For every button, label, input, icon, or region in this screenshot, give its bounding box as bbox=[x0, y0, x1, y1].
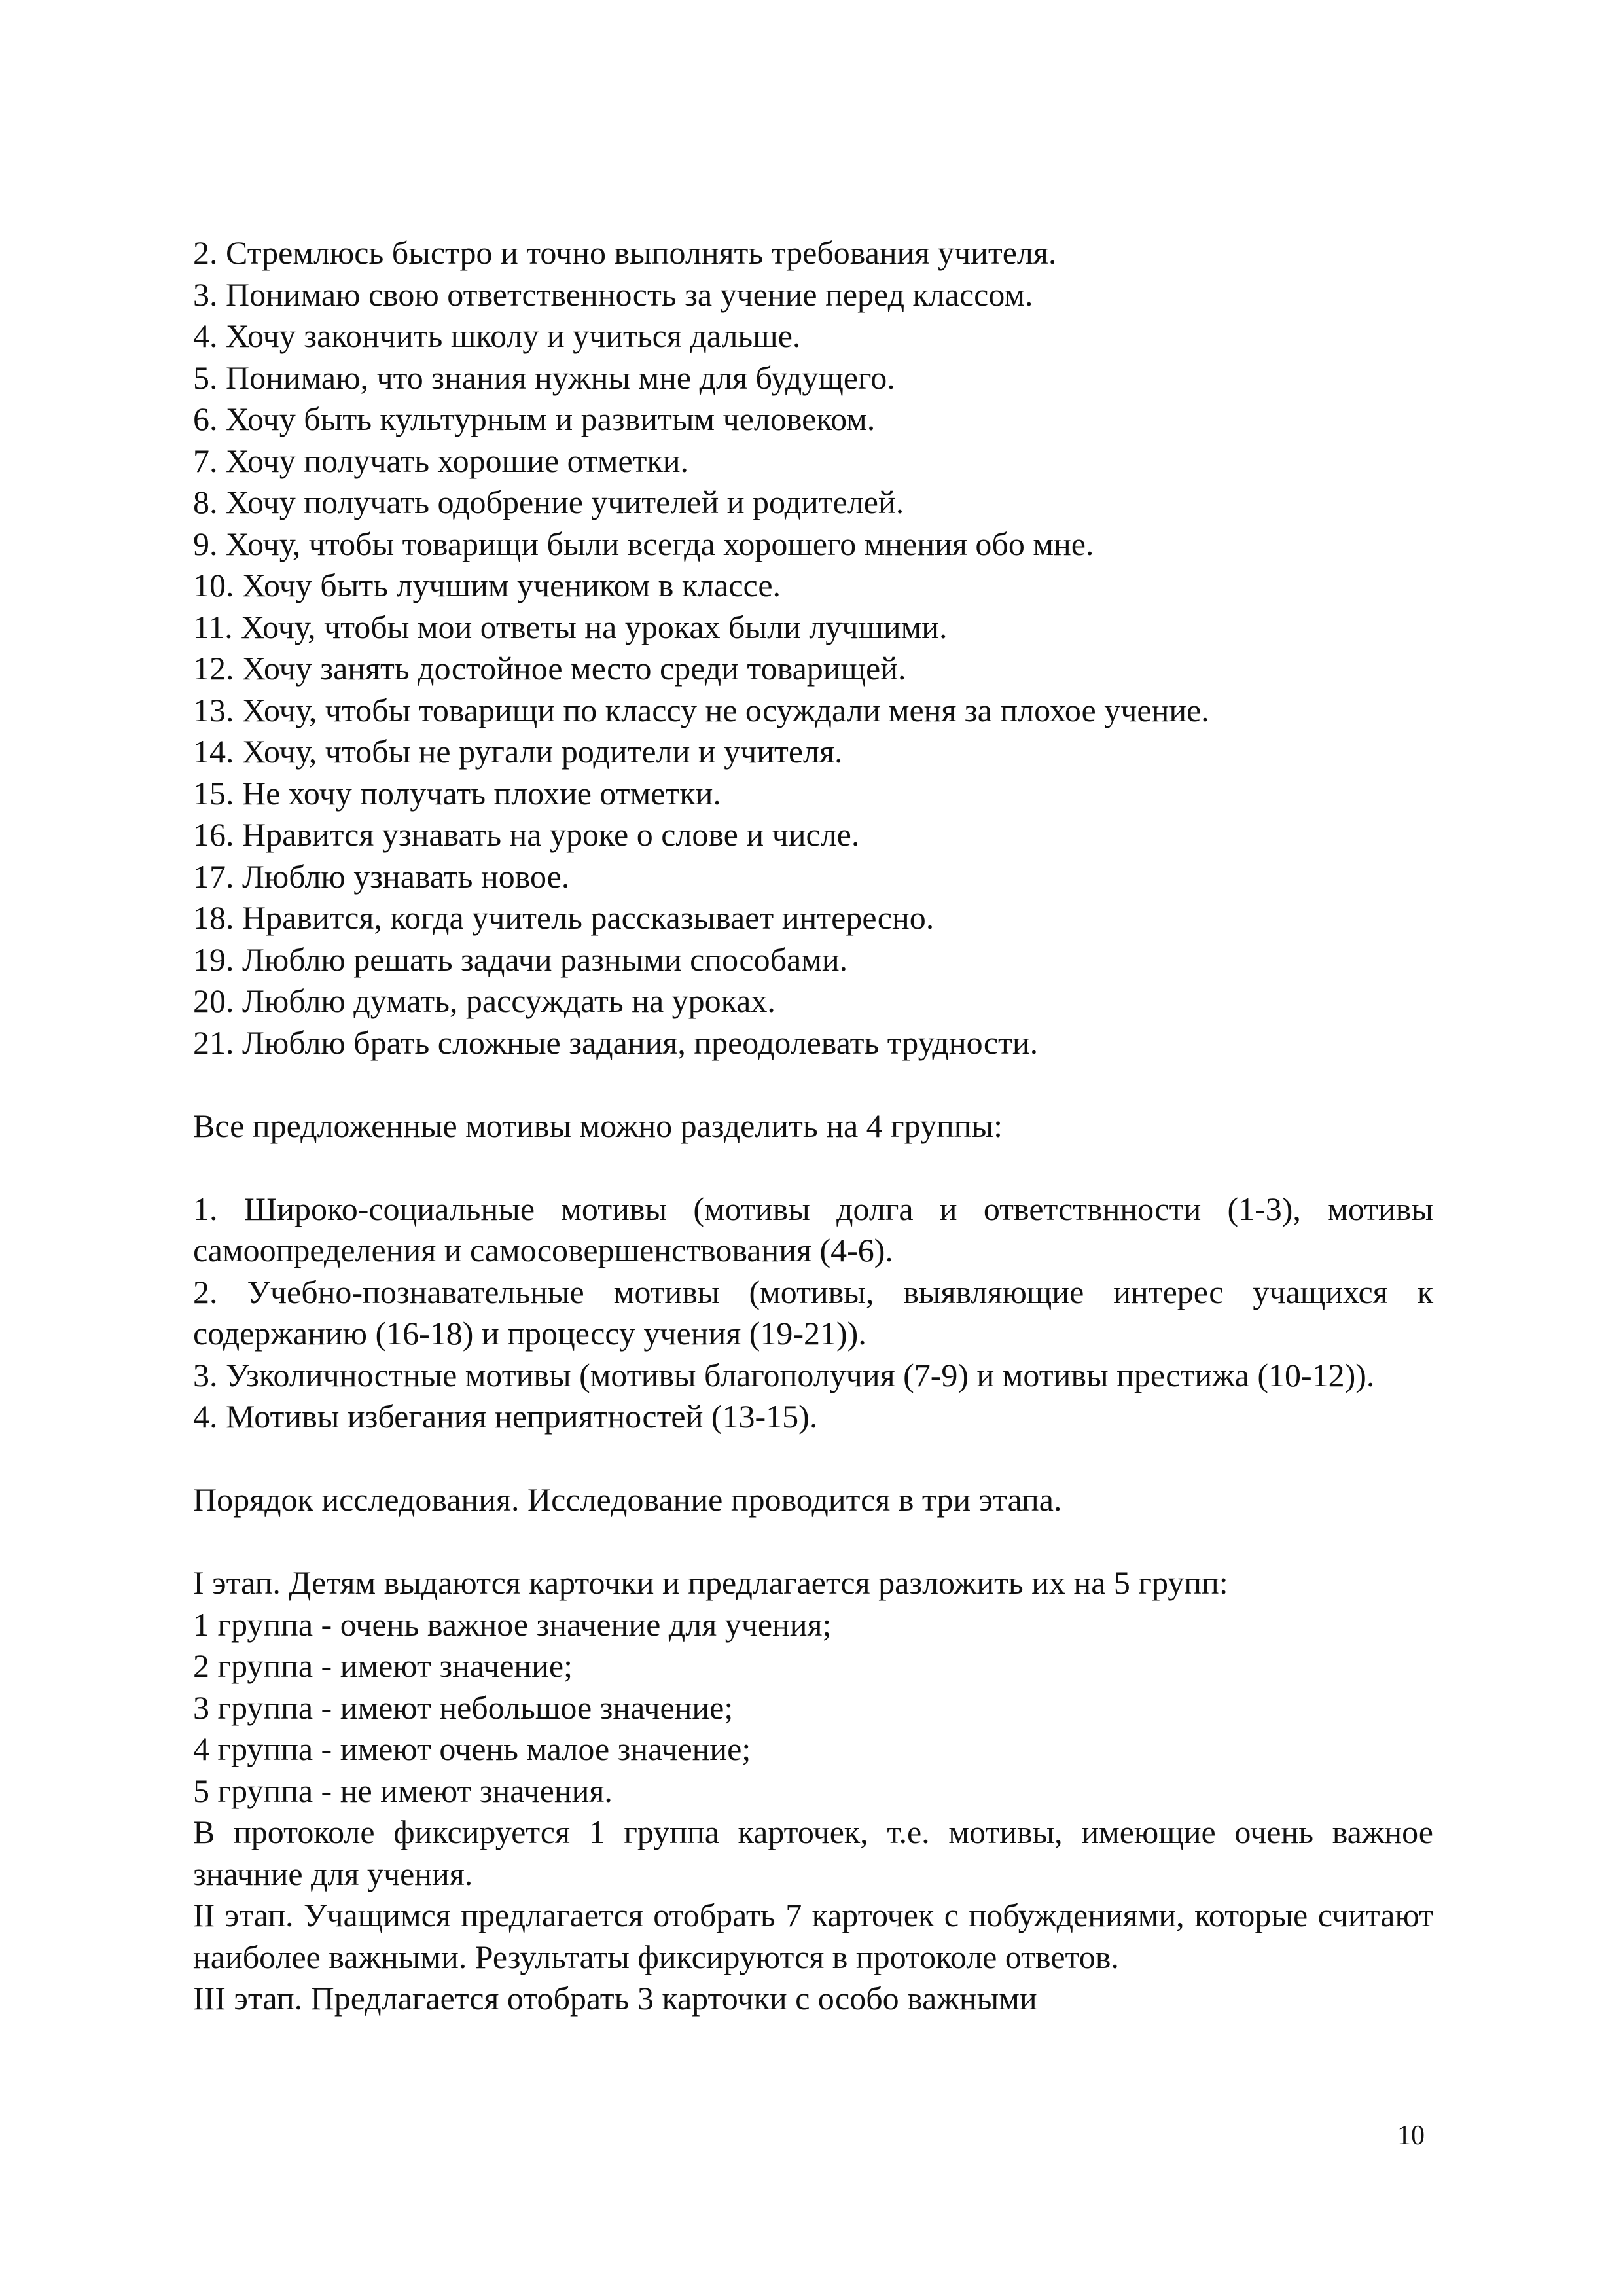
group-item: 3. Узколичностные мотивы (мотивы благополучия (7-9) и мотивы престижа (10-12)). bbox=[193, 1356, 1375, 1393]
stage-two: II этап. Учащимся предлагается отобрать 7 карточек с побуждениями, которые считают наиболее важными. Результаты фиксируются в протоколе ответов. bbox=[193, 1897, 1433, 1975]
list-item: 10. Хочу быть лучшим учеником в классе. bbox=[193, 567, 781, 603]
list-item: 4. Хочу закончить школу и учиться дальше. bbox=[193, 317, 801, 354]
list-item: 14. Хочу, чтобы не ругали родители и учителя. bbox=[193, 733, 843, 770]
paragraph-gap bbox=[193, 1521, 1433, 1563]
list-item: 20. Люблю думать, рассуждать на уроках. bbox=[193, 982, 776, 1019]
list-item: 16. Нравится узнавать на уроке о слове и числе. bbox=[193, 816, 860, 853]
list-item: 3. Понимаю свою ответственность за учение перед классом. bbox=[193, 276, 1033, 313]
list-item: 5. Понимаю, что знания нужны мне для будущего. bbox=[193, 359, 895, 396]
page-number: 10 bbox=[1397, 2121, 1425, 2151]
stage-one bbox=[193, 1562, 1433, 1895]
list-item: 18. Нравится, когда учитель рассказывает интересно. bbox=[193, 899, 935, 936]
paragraph-gap bbox=[193, 1438, 1433, 1480]
list-item: 15. Не хочу получать плохие отметки. bbox=[193, 774, 721, 812]
list-item: 21. Люблю брать сложные задания, преодолевать трудности. bbox=[193, 1024, 1039, 1061]
procedure-intro: Порядок исследования. Исследование проводится в три этапа. bbox=[193, 1481, 1062, 1518]
group-item: 4. Мотивы избегания неприятностей (13-15). bbox=[193, 1398, 818, 1435]
card-group-item: 2 группа - имеют значение; bbox=[193, 1647, 573, 1684]
stage-three: III этап. Предлагается отобрать 3 карточки с особо важными bbox=[193, 1980, 1037, 2017]
paragraph-gap bbox=[193, 1147, 1433, 1189]
document-page bbox=[193, 232, 1433, 2020]
list-item: 17. Люблю узнавать новое. bbox=[193, 857, 570, 895]
list-item: 12. Хочу занять достойное место среди товарищей. bbox=[193, 650, 906, 687]
list-item: 2. Стремлюсь быстро и точно выполнять требования учителя. bbox=[193, 234, 1057, 271]
card-group-item: 5 группа - не имеют значения. bbox=[193, 1772, 613, 1809]
list-item: 11. Хочу, чтобы мои ответы на уроках были лучшими. bbox=[193, 608, 948, 645]
stage-one-protocol: В протоколе фиксируется 1 группа карточек, т.е. мотивы, имеющие очень важное значние для учения. bbox=[193, 1814, 1433, 1892]
list-item: 8. Хочу получать одобрение учителей и родителей. bbox=[193, 484, 904, 520]
card-group-item: 4 группа - имеют очень малое значение; bbox=[193, 1731, 751, 1767]
list-item: 13. Хочу, чтобы товарищи по классу не осуждали меня за плохое учение. bbox=[193, 691, 1209, 728]
list-item: 6. Хочу быть культурным и развитым человеком. bbox=[193, 401, 876, 437]
list-item: 7. Хочу получать хорошие отметки. bbox=[193, 442, 689, 479]
group-item: 1. Широко-социальные мотивы (мотивы долга и ответствнности (1-3), мотивы самоопределения и самосовершенствования (4-6). bbox=[193, 1190, 1433, 1268]
card-group-item: 1 группа - очень важное значение для учения; bbox=[193, 1605, 832, 1643]
paragraph-gap bbox=[193, 1064, 1433, 1105]
groups-intro: Все предложенные мотивы можно разделить на 4 группы: bbox=[193, 1107, 1003, 1144]
stage-one-title: I этап. Детям выдаются карточки и предлагается разложить их на 5 групп: bbox=[193, 1564, 1228, 1601]
motive-list bbox=[193, 232, 1433, 1064]
group-item: 2. Учебно-познавательные мотивы (мотивы, выявляющие интерес учащихся к содержанию (16-18) и процессу учения (19-21)). bbox=[193, 1273, 1433, 1352]
list-item: 19. Люблю решать задачи разными способами. bbox=[193, 941, 848, 978]
list-item: 9. Хочу, чтобы товарищи были всегда хорошего мнения обо мне. bbox=[193, 525, 1094, 562]
card-group-item: 3 группа - имеют небольшое значение; bbox=[193, 1689, 734, 1726]
motive-groups bbox=[193, 1189, 1433, 1438]
